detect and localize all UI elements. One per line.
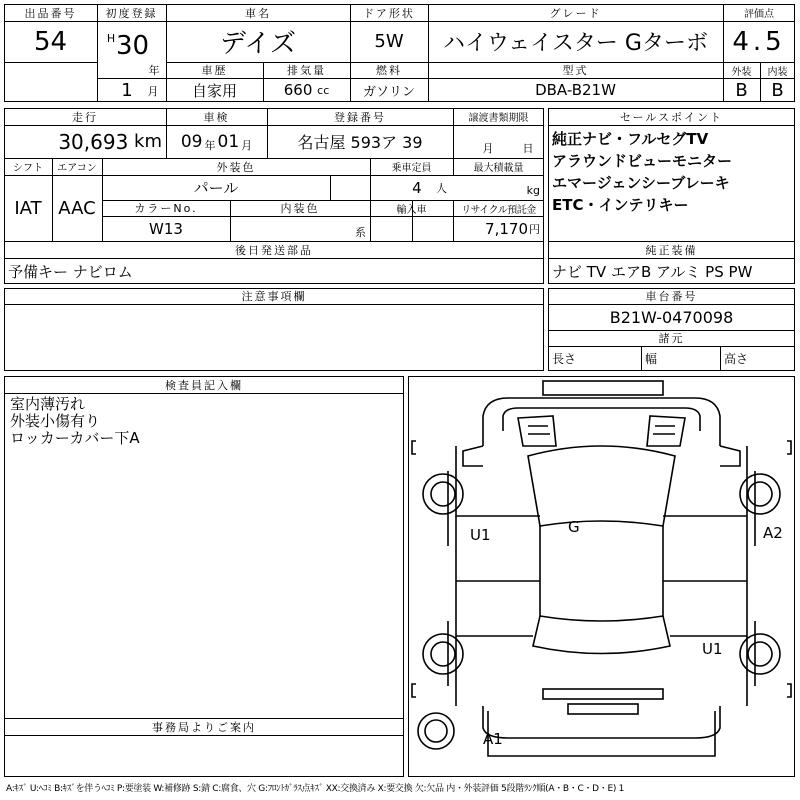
exterior-color: パール	[193, 179, 239, 197]
lot-number: 54	[33, 26, 68, 57]
first-registration-label: 初度登録	[105, 6, 158, 20]
inspection-year: 09	[180, 131, 203, 152]
car-name: デイズ	[220, 29, 296, 59]
inspector-note: ロッカーカバー下A	[10, 429, 140, 447]
caution-label: 注意事項欄	[241, 290, 307, 303]
damage-mark: G	[568, 518, 580, 536]
first-registration-month: 1	[121, 79, 133, 101]
inspection-month-unit: 月	[241, 138, 253, 152]
mileage-unit: km	[134, 131, 162, 152]
selling-point-item: アラウンドビューモニター	[552, 152, 733, 170]
dimensions-label: 諸元	[658, 332, 685, 345]
year-unit: 年	[148, 63, 160, 77]
exterior-grade: B	[735, 79, 748, 101]
displacement-value: 660	[283, 81, 313, 99]
max-load-unit: kg	[526, 184, 540, 197]
selling-points-label: セールスポイント	[619, 110, 723, 124]
exterior-label: 外装	[731, 66, 752, 78]
registration-number-label: 登録番号	[334, 110, 386, 124]
chassis-number: B21W-0470098	[609, 307, 734, 327]
door-type: 5W	[374, 31, 404, 52]
interior-grade: B	[771, 79, 784, 101]
mileage-label: 走行	[72, 110, 98, 124]
shift: IAT	[14, 197, 42, 219]
color-number: W13	[149, 219, 183, 238]
fuel-label: 燃料	[376, 64, 402, 77]
car-name-label: 車名	[245, 6, 271, 20]
month-unit: 月	[147, 85, 159, 98]
recycle-unit: 円	[529, 222, 540, 236]
model-label: 型式	[562, 64, 589, 77]
score-label: 評価点	[744, 9, 774, 20]
damage-mark: U1	[470, 526, 491, 544]
mileage	[4, 125, 166, 158]
model-code: DBA-B21W	[535, 81, 616, 99]
displacement	[263, 78, 350, 102]
interior-color-unit: 系	[355, 225, 366, 239]
transfer-deadline-label: 譲渡書類期限	[468, 113, 529, 124]
capacity-label: 乗車定員	[391, 163, 432, 174]
interior-color-label: 内装色	[280, 202, 320, 215]
exterior-color-label: 外装色	[216, 160, 256, 174]
grade: ハイウェイスター Gターボ	[443, 31, 708, 56]
chassis-number-label: 車台番号	[645, 290, 698, 303]
genuine-equipment-label: 純正装備	[645, 243, 698, 257]
registration-number: 名古屋 593ア 39	[297, 133, 423, 152]
mileage-value: 30,693	[58, 129, 129, 154]
score: 4.5	[732, 26, 786, 57]
selling-point-item: ETC・インテリキー	[552, 196, 689, 214]
capacity	[370, 175, 453, 200]
car-damage-diagram	[408, 376, 795, 777]
era-mark: H	[106, 31, 116, 45]
recycle-value: 7,170	[485, 219, 528, 238]
height-label: 高さ	[724, 352, 749, 366]
color-number-label: カラーNo.	[134, 202, 198, 215]
recycle-fee	[453, 216, 544, 241]
legend-footer: A:ｷｽﾞ U:ﾍｺﾐ B:ｷｽﾞを伴うﾍｺﾐ P:要塗装 W:補修跡 S:錆 C:腐食、穴 G:ﾌﾛﾝﾄｶﾞﾗｽ点ｷｽﾞ XX:交換済み X:要交換 欠:欠品 内・外装評価 5段階ﾗﾝｸ順(A・B・C・D・E) 1	[6, 784, 625, 794]
aircon-label: エアコン	[57, 163, 97, 174]
interior-label: 内装	[767, 66, 788, 78]
length-label: 長さ	[552, 352, 577, 366]
transfer-month-unit: 月	[482, 142, 494, 155]
capacity-value: 4	[412, 178, 422, 197]
inspection-year-unit: 年	[204, 138, 216, 152]
capacity-unit: 人	[436, 181, 447, 195]
history: 自家用	[191, 81, 237, 100]
selling-point-item: 純正ナビ・フルセグTV	[552, 130, 709, 148]
selling-point-item: エマージェンシーブレーキ	[552, 174, 730, 192]
office-notice-label: 事務局よりご案内	[152, 720, 256, 734]
parts-value: 予備キー ナビロム	[8, 262, 133, 281]
inspector-notes-label: 検査員記入欄	[165, 378, 243, 392]
grade-label: グレード	[549, 6, 602, 20]
genuine-equipment: ナビ TV エアB アルミ PS PW	[552, 262, 753, 281]
aircon: AAC	[58, 197, 96, 219]
damage-mark: A2	[763, 524, 783, 542]
inspection-date	[166, 125, 267, 158]
damage-mark: A1	[483, 730, 503, 748]
max-load-label: 最大積載量	[473, 163, 524, 174]
parts-label: 後日発送部品	[235, 243, 313, 257]
displacement-unit: cc	[317, 83, 330, 97]
first-registration-year: 30	[116, 31, 150, 61]
inspection-label: 車検	[203, 110, 230, 124]
damage-mark: U1	[702, 640, 723, 658]
history-label: 車歴	[201, 64, 228, 77]
inspection-month: 01	[217, 131, 240, 152]
recycle-label: リサイクル預託金	[461, 204, 536, 216]
door-label: ドア形状	[363, 6, 415, 20]
displacement-label: 排気量	[287, 64, 326, 77]
width-label: 幅	[645, 352, 658, 366]
lot-number-label: 出品番号	[24, 6, 77, 20]
inspector-note: 室内薄汚れ	[10, 395, 86, 413]
inspector-note: 外装小傷有り	[10, 412, 101, 430]
inspector-notes	[10, 396, 140, 447]
selling-points-list	[552, 128, 792, 216]
transfer-day-unit: 日	[522, 142, 534, 155]
shift-label: シフト	[13, 163, 43, 174]
fuel: ガソリン	[362, 84, 415, 100]
import-label: 輸入車	[396, 204, 427, 216]
